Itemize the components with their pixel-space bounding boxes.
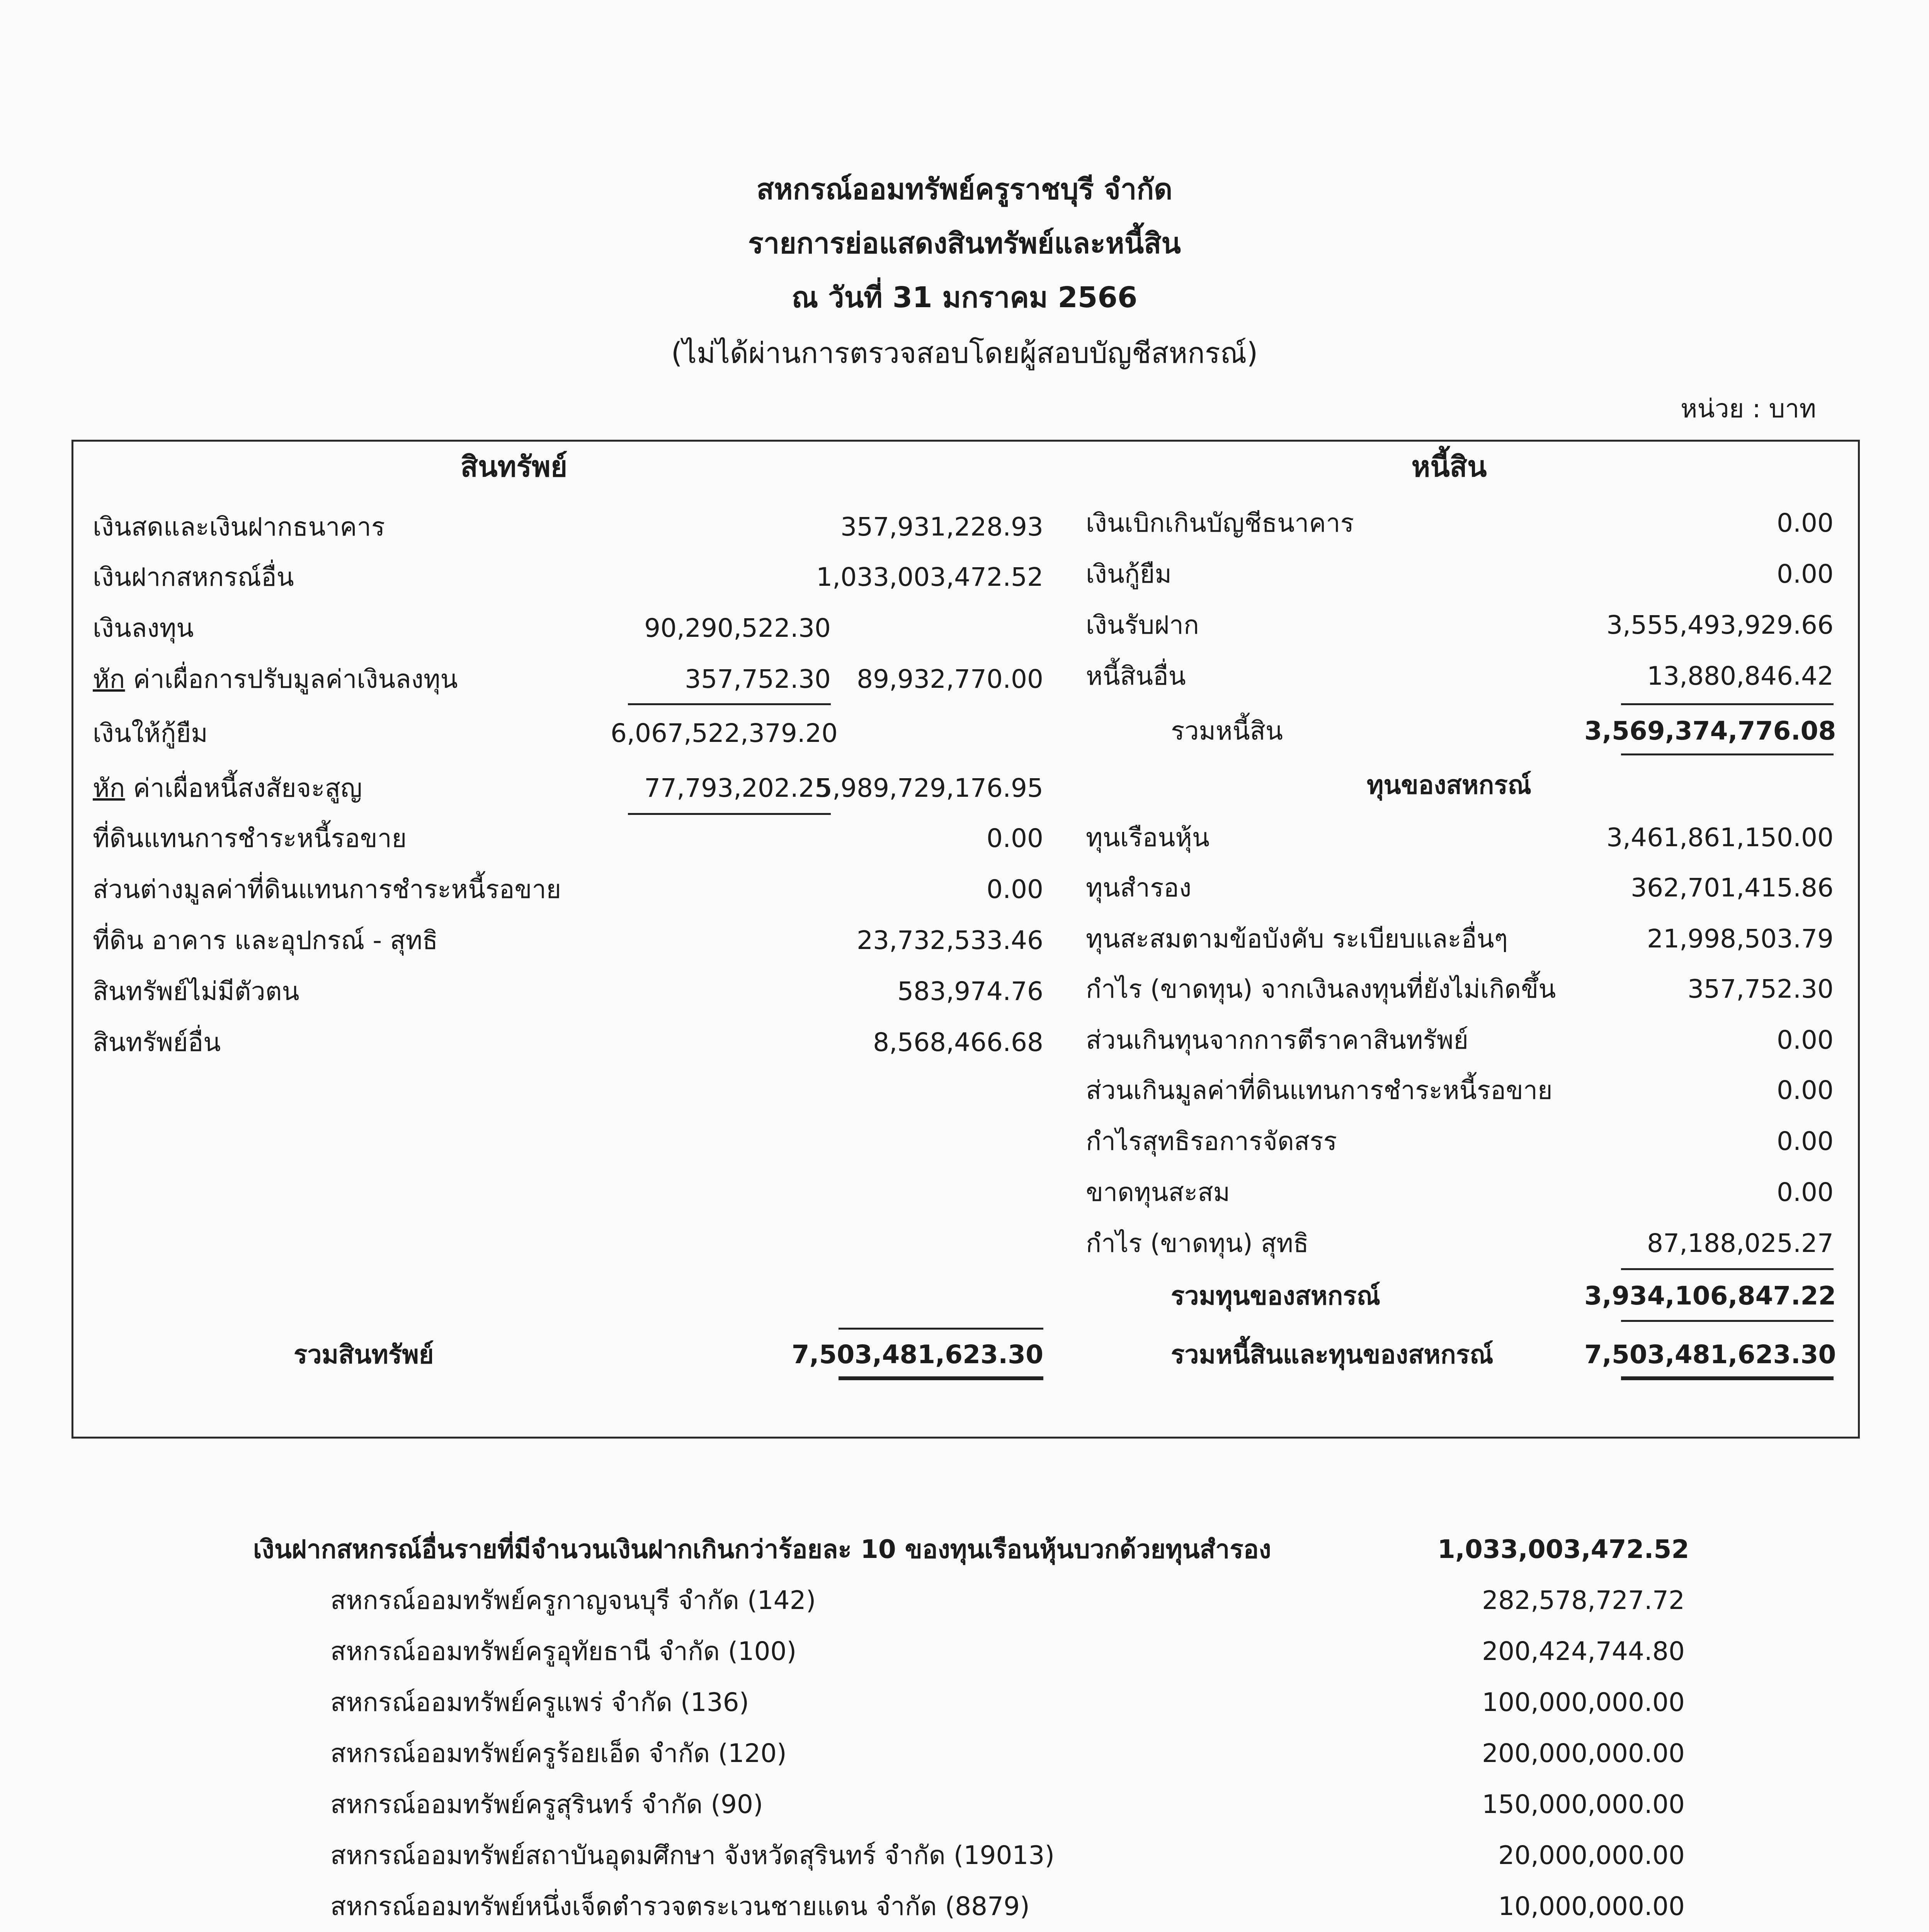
liabilities-underline — [1621, 753, 1834, 755]
equity-underline — [1621, 1320, 1834, 1322]
deposit-label: สหกรณ์ออมทรัพย์สถาบันอุดมศึกษา จังหวัดสุรินทร์ จำกัด (19013) — [330, 1840, 1055, 1870]
equity-value: 3,461,861,150.00 — [1606, 823, 1834, 852]
asset-label: สินทรัพย์อื่น — [93, 1027, 221, 1057]
asset-total: 0.00 — [987, 823, 1043, 853]
equity-label: กำไร (ขาดทุน) จากเงินลงทุนที่ยังไม่เกิดขึ้น — [1086, 974, 1556, 1004]
deposit-value: 10,000,000.00 — [1498, 1891, 1685, 1921]
deduct-prefix: หัก — [93, 773, 125, 803]
asset-total: 1,033,003,472.52 — [816, 562, 1043, 592]
equity-value: 362,701,415.86 — [1631, 873, 1834, 903]
asset-total: 8,568,466.68 — [873, 1027, 1043, 1057]
asset-label: ที่ดินแทนการชำระหนี้รอขาย — [93, 823, 407, 853]
liability-label: เงินเบิกเกินบัญชีธนาคาร — [1086, 508, 1354, 538]
deposit-label: สหกรณ์ออมทรัพย์ครูแพร่ จำกัด (136) — [330, 1687, 749, 1717]
asset-subvalue: 77,793,202.25 — [644, 773, 831, 803]
asset-total: 583,974.76 — [897, 976, 1043, 1006]
total-liabilities-label: รวมหนี้สิน — [1171, 716, 1283, 746]
audit-note: (ไม่ได้ผ่านการตรวจสอบโดยผู้สอบบัญชีสหกรณ์) — [671, 337, 1258, 370]
liabilities-overline — [1621, 703, 1834, 705]
deposit-label: สหกรณ์ออมทรัพย์ครูอุทัยธานี จำกัด (100) — [330, 1636, 797, 1666]
equity-label: กำไร (ขาดทุน) สุทธิ — [1086, 1228, 1309, 1258]
equity-value: 0.00 — [1777, 1075, 1834, 1105]
equity-label: ขาดทุนสะสม — [1086, 1177, 1230, 1207]
subtotal-underline — [628, 703, 831, 705]
deposit-value: 100,000,000.00 — [1482, 1687, 1685, 1717]
liability-label: เงินรับฝาก — [1086, 610, 1199, 640]
asset-label: ค่าเผื่อการปรับมูลค่าเงินลงทุน — [133, 664, 458, 694]
asset-total: 89,932,770.00 — [857, 664, 1043, 694]
deposit-value: 200,000,000.00 — [1482, 1738, 1685, 1768]
deposit-value: 200,424,744.80 — [1482, 1636, 1685, 1666]
total-equity-value: 3,934,106,847.22 — [1584, 1281, 1836, 1311]
equity-value: 0.00 — [1777, 1126, 1834, 1156]
liability-value: 3,555,493,929.66 — [1606, 610, 1834, 640]
asset-label-deduct — [93, 663, 458, 696]
equity-heading: ทุนของสหกรณ์ — [1366, 770, 1532, 800]
equity-label: ส่วนเกินมูลค่าที่ดินแทนการชำระหนี้รอขาย — [1086, 1075, 1553, 1105]
equity-value: 0.00 — [1777, 1025, 1834, 1055]
deposit-value: 150,000,000.00 — [1482, 1789, 1685, 1819]
asset-label: ค่าเผื่อหนี้สงสัยจะสูญ — [133, 773, 362, 803]
total-assets-double-underline — [839, 1376, 1043, 1380]
report-date: ณ วันที่ 31 มกราคม 2566 — [791, 281, 1138, 314]
deposit-value: 282,578,727.72 — [1482, 1585, 1685, 1615]
grand-total-label: รวมหนี้สินและทุนของสหกรณ์ — [1171, 1340, 1494, 1369]
equity-overline — [1621, 1268, 1834, 1270]
deposit-label: สหกรณ์ออมทรัพย์ครูร้อยเอ็ด จำกัด (120) — [330, 1738, 787, 1768]
asset-total: 5,989,729,176.95 — [816, 773, 1043, 803]
deduct-prefix: หัก — [93, 664, 125, 694]
equity-label: ทุนสำรอง — [1086, 873, 1192, 903]
asset-subvalue: 357,752.30 — [685, 664, 831, 694]
liability-value: 13,880,846.42 — [1647, 661, 1834, 691]
asset-subvalue: 6,067,522,379.20 — [611, 718, 838, 748]
liabilities-heading: หนี้สิน — [1411, 450, 1487, 483]
deposit-label: สหกรณ์ออมทรัพย์ครูกาญจนบุรี จำกัด (142) — [330, 1585, 816, 1615]
total-assets-label: รวมสินทรัพย์ — [294, 1340, 434, 1369]
equity-value: 0.00 — [1777, 1177, 1834, 1207]
deposit-value: 20,000,000.00 — [1498, 1840, 1685, 1870]
total-assets-value: 7,503,481,623.30 — [791, 1340, 1043, 1369]
asset-subvalue: 90,290,522.30 — [644, 613, 831, 643]
equity-label: ทุนสะสมตามข้อบังคับ ระเบียบและอื่นๆ — [1086, 924, 1508, 954]
asset-label: ที่ดิน อาคาร และอุปกรณ์ - สุทธิ — [93, 925, 438, 955]
equity-label: ส่วนเกินทุนจากการตีราคาสินทรัพย์ — [1086, 1025, 1468, 1055]
org-name: สหกรณ์ออมทรัพย์ครูราชบุรี จำกัด — [756, 173, 1173, 206]
equity-value: 87,188,025.27 — [1647, 1228, 1834, 1258]
asset-label: เงินลงทุน — [93, 613, 194, 643]
asset-label-deduct — [93, 772, 362, 804]
grand-total-value: 7,503,481,623.30 — [1584, 1340, 1836, 1369]
equity-value: 21,998,503.79 — [1647, 924, 1834, 954]
asset-total: 357,931,228.93 — [840, 512, 1043, 542]
total-liabilities-value: 3,569,374,776.08 — [1584, 716, 1836, 746]
unit-label: หน่วย : บาท — [1680, 394, 1816, 423]
asset-label: เงินให้กู้ยืม — [93, 718, 208, 748]
deposits-heading: เงินฝากสหกรณ์อื่นรายที่มีจำนวนเงินฝากเกินกว่าร้อยละ 10 ของทุนเรือนหุ้นบวกด้วยทุนสำรอง — [253, 1534, 1271, 1564]
liability-label: เงินกู้ยืม — [1086, 559, 1172, 589]
asset-label: ส่วนต่างมูลค่าที่ดินแทนการชำระหนี้รอขาย — [93, 874, 561, 904]
asset-label: เงินสดและเงินฝากธนาคาร — [93, 512, 385, 542]
deposit-label: สหกรณ์ออมทรัพย์ครูสุรินทร์ จำกัด (90) — [330, 1789, 763, 1819]
equity-value: 357,752.30 — [1687, 974, 1834, 1004]
equity-label: กำไรสุทธิรอการจัดสรร — [1086, 1126, 1337, 1156]
deposits-total: 1,033,003,472.52 — [1437, 1534, 1689, 1564]
deposit-label: สหกรณ์ออมทรัพย์หนึ่งเจ็ดตำรวจตระเวนชายแดน จำกัด (8879) — [330, 1891, 1030, 1921]
liability-value: 0.00 — [1777, 508, 1834, 538]
assets-heading: สินทรัพย์ — [460, 450, 568, 483]
equity-label: ทุนเรือนหุ้น — [1086, 823, 1210, 852]
total-assets-overline — [839, 1328, 1043, 1330]
asset-total: 0.00 — [987, 874, 1043, 904]
subtotal-underline — [628, 813, 831, 815]
asset-total: 23,732,533.46 — [857, 925, 1043, 955]
grand-total-double-underline — [1621, 1376, 1834, 1380]
total-equity-label: รวมทุนของสหกรณ์ — [1171, 1281, 1381, 1311]
liability-value: 0.00 — [1777, 559, 1834, 589]
asset-label: เงินฝากสหกรณ์อื่น — [93, 562, 294, 592]
report-title: รายการย่อแสดงสินทรัพย์และหนี้สิน — [748, 227, 1181, 260]
liability-label: หนี้สินอื่น — [1086, 661, 1186, 691]
asset-label: สินทรัพย์ไม่มีตัวตน — [93, 976, 299, 1006]
